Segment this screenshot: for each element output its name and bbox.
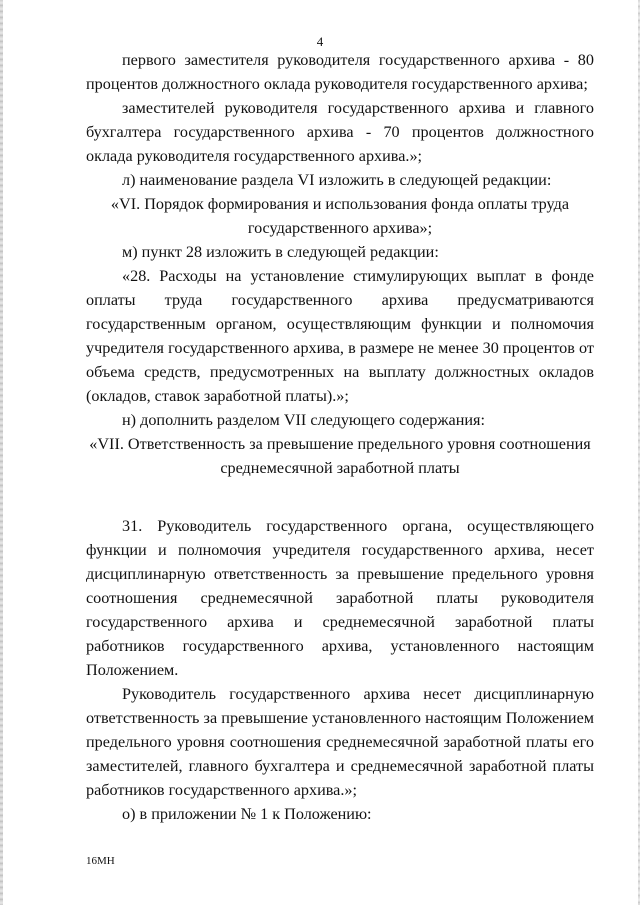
scan-edge-left [0,0,3,905]
paragraph-item-o: о) в приложении № 1 к Положению: [122,805,372,823]
paragraph-first-deputy: первого заместителя руководителя государственного архива - 80 процентов должностного оклада руководителя государственного архива; [86,51,594,93]
paragraph-point-28: «28. Расходы на установление стимулирующих выплат в фонде оплаты труда государственного архива предусматриваются государственным органом, осуществляющим функции и полномочия учредителя государственного архива, в размере не менее 30 процентов от объема средств, предусмотренных на выплату должностных окладов (окладов, ставок заработной платы).»; [86,267,594,405]
paragraph-head-responsibility: Руководитель государственного архива несет дисциплинарную ответственность за превышение установленного настоящим Положением предельного уровня соотношения среднемесячной заработной платы его заместителей, главного бухгалтера и среднемесячной заработной платы работников государственного архива.»; [86,685,594,799]
paragraph-item-l: л) наименование раздела VI изложить в следующей редакции: [122,171,552,189]
page-number: 4 [316,34,324,49]
section-vi-title-line2: государственного архива»; [247,219,433,237]
document-code: 16МН [86,855,115,867]
section-vii-title-line1: «VII. Ответственность за превышение предельного уровня соотношения [89,435,591,453]
document-body [86,48,594,826]
paragraph-point-31: 31. Руководитель государственного органа, осуществляющего функции и полномочия учредителя государственного архива, несет дисциплинарную ответственность за превышение предельного уровня соотношения среднемесячной заработной платы руководителя государственного архива и среднемесячной заработной платы работников государственного архива, установленного настоящим Положением. [86,517,594,679]
paragraph-item-n: н) дополнить разделом VII следующего содержания: [122,411,486,429]
section-spacer [86,480,594,514]
paragraph-item-m: м) пункт 28 изложить в следующей редакции: [122,243,439,261]
paragraph-deputies: заместителей руководителя государственного архива и главного бухгалтера государственного архива - 70 процентов должностного оклада руководителя государственного архива.»; [86,99,594,165]
section-vii-title-line2: среднемесячной заработной платы [220,459,460,477]
section-vi-title-line1: «VI. Порядок формирования и использования фонда оплаты труда [110,195,570,213]
